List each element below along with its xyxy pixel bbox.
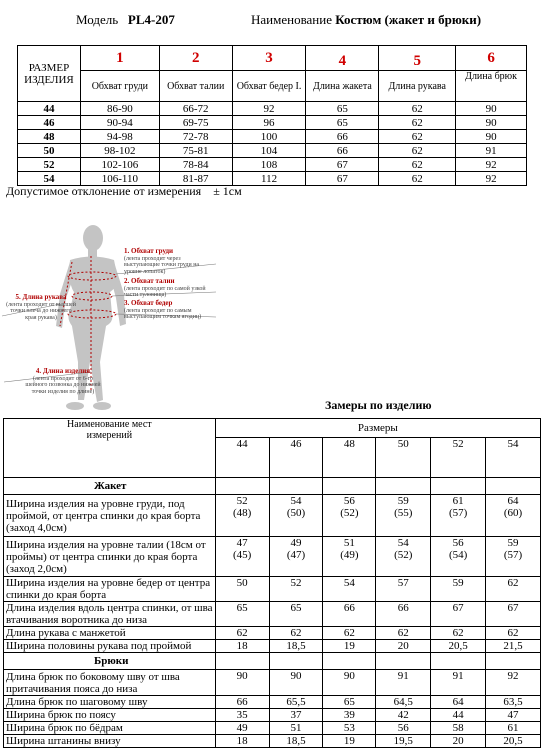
size-row (18, 102, 527, 116)
measure-value: 21,5 (486, 640, 541, 653)
size-cell: 50 (18, 144, 81, 158)
section-title: Брюки (4, 653, 216, 670)
measure-name: Ширина изделия на уровне талии (18см от проймы) от центра спинки до края борта (заход 2,0см) (4, 537, 216, 577)
measure-value: 90 (215, 670, 269, 696)
col-num: 3 (232, 46, 306, 71)
measure-value: 91 (376, 670, 431, 696)
empty-cell (323, 478, 376, 495)
measure-value: 54 (50) (269, 495, 323, 537)
measure-value: 62 (376, 627, 431, 640)
measure-value: 56 (52) (323, 495, 376, 537)
size-value: 92 (232, 102, 306, 116)
measure-value: 92 (486, 670, 541, 696)
size-value: 92 (456, 172, 527, 186)
measure-value: 66 (376, 602, 431, 627)
size-value: 90-94 (80, 116, 159, 130)
size-value: 94-98 (80, 130, 159, 144)
measure-row (4, 537, 541, 577)
empty-cell (431, 653, 486, 670)
measure-value: 91 (431, 670, 486, 696)
tolerance-text: Допустимое отклонение от измерения (6, 184, 202, 198)
measure-value: 59 (431, 577, 486, 602)
col-label: Обхват бедер I. (232, 71, 306, 102)
size-value: 62 (379, 144, 456, 158)
measure-value: 62 (215, 627, 269, 640)
col-label: Длина жакета (306, 71, 379, 102)
body-measurement-figure (0, 222, 230, 422)
measure-value: 52 (269, 577, 323, 602)
size-value: 90 (456, 102, 527, 116)
size-header: РАЗМЕР ИЗДЕЛИЯ (18, 46, 81, 102)
size-row (18, 144, 527, 158)
measure-value: 19 (323, 640, 376, 653)
size-cell: 54 (18, 172, 81, 186)
size-cell: 52 (18, 158, 81, 172)
measure-value: 51 (269, 722, 323, 735)
measure-value: 19 (323, 735, 376, 748)
col-label: Обхват талии (159, 71, 232, 102)
measure-row (4, 627, 541, 640)
size-value: 90 (456, 116, 527, 130)
size-col-header: 54 (486, 438, 541, 478)
measure-value: 44 (431, 709, 486, 722)
measure-name: Ширина штанины внизу (4, 735, 216, 748)
empty-cell (431, 478, 486, 495)
measure-value: 18,5 (269, 735, 323, 748)
measure-value: 47 (486, 709, 541, 722)
measure-value: 62 (431, 627, 486, 640)
callout-title: 4. Длина изделия (35, 367, 91, 375)
name-value: Костюм (жакет и брюки) (335, 12, 482, 27)
size-value: 65 (306, 116, 379, 130)
size-cell: 48 (18, 130, 81, 144)
size-col-header: 50 (376, 438, 431, 478)
measure-value: 66 (323, 602, 376, 627)
measure-row (4, 709, 541, 722)
size-value: 69-75 (159, 116, 232, 130)
callout-note: (лента проходит от 6-го шейного позвонка до нижней точки изделия по длине) (25, 375, 101, 395)
size-value: 65 (306, 102, 379, 116)
col-num: 2 (159, 46, 232, 71)
measure-value: 51 (49) (323, 537, 376, 577)
product-name-line (251, 12, 481, 28)
size-value: 67 (306, 172, 379, 186)
measure-value: 62 (486, 577, 541, 602)
measure-value: 67 (431, 602, 486, 627)
size-value: 62 (379, 116, 456, 130)
empty-cell (323, 653, 376, 670)
measure-value: 20,5 (486, 735, 541, 748)
measure-value: 62 (486, 627, 541, 640)
callout-sleeve (4, 294, 78, 321)
callout-length (24, 368, 102, 395)
size-value: 108 (232, 158, 306, 172)
size-value: 96 (232, 116, 306, 130)
callout-note: (лента проходит через выступающие точки груди на уровне лопаток) (124, 255, 200, 275)
size-value: 106-110 (80, 172, 159, 186)
size-value: 90 (456, 130, 527, 144)
measure-value: 65 (215, 602, 269, 627)
measure-name: Ширина половины рукава под проймой (4, 640, 216, 653)
section-title: Жакет (4, 478, 216, 495)
measure-value: 57 (376, 577, 431, 602)
measure-value: 47 (45) (215, 537, 269, 577)
measure-name: Ширина брюк по бёдрам (4, 722, 216, 735)
size-value: 67 (306, 158, 379, 172)
size-value: 62 (379, 102, 456, 116)
measure-value: 90 (269, 670, 323, 696)
measure-value: 90 (323, 670, 376, 696)
empty-cell (215, 653, 269, 670)
garment-measure-table (3, 418, 541, 748)
empty-cell (486, 653, 541, 670)
size-value: 78-84 (159, 158, 232, 172)
size-value: 66-72 (159, 102, 232, 116)
callout-title: 2. Обхват талии (124, 277, 175, 285)
measure-row (4, 670, 541, 696)
empty-cell (269, 653, 323, 670)
size-col-header: 46 (269, 438, 323, 478)
model-label: Модель (76, 12, 119, 27)
sizes-header: Размеры (215, 419, 540, 438)
size-cell: 46 (18, 116, 81, 130)
size-value: 66 (306, 130, 379, 144)
size-row (18, 158, 527, 172)
measure-value: 42 (376, 709, 431, 722)
measure-value: 20,5 (431, 640, 486, 653)
size-value: 102-106 (80, 158, 159, 172)
tolerance-value: ± 1см (213, 184, 242, 198)
measure-name: Длина рукава с манжетой (4, 627, 216, 640)
empty-cell (269, 478, 323, 495)
measure-value: 39 (323, 709, 376, 722)
measure-row (4, 495, 541, 537)
measure-value: 65 (323, 696, 376, 709)
size-value: 62 (379, 172, 456, 186)
col-num: 4 (306, 46, 379, 71)
measure-title: Замеры по изделию (325, 398, 432, 412)
col-num: 5 (379, 46, 456, 71)
measure-value: 19,5 (376, 735, 431, 748)
measure-value: 53 (323, 722, 376, 735)
tolerance-line (6, 184, 242, 199)
callout-chest (124, 248, 216, 275)
measure-row (4, 696, 541, 709)
size-col-header: 44 (215, 438, 269, 478)
col-num: 6 (456, 46, 527, 71)
measure-value: 18,5 (269, 640, 323, 653)
col-header-text: Наименование мест измерений (67, 419, 152, 441)
callout-hips (124, 300, 216, 321)
size-value: 72-78 (159, 130, 232, 144)
measure-row (4, 722, 541, 735)
size-value: 66 (306, 144, 379, 158)
measure-value: 66 (215, 696, 269, 709)
size-value: 62 (379, 130, 456, 144)
callout-title: 1. Обхват груди (124, 247, 174, 255)
size-value: 86-90 (80, 102, 159, 116)
measure-value: 58 (431, 722, 486, 735)
size-col-header: 48 (323, 438, 376, 478)
col-num: 1 (80, 46, 159, 71)
size-value: 75-81 (159, 144, 232, 158)
empty-cell (215, 478, 269, 495)
callout-title: 5. Длина рукава (15, 293, 67, 301)
measure-value: 54 (52) (376, 537, 431, 577)
measure-value: 65,5 (269, 696, 323, 709)
callout-waist (124, 278, 216, 299)
size-value: 81-87 (159, 172, 232, 186)
size-value: 104 (232, 144, 306, 158)
measure-value: 56 (54) (431, 537, 486, 577)
size-row (18, 130, 527, 144)
measure-value: 62 (269, 627, 323, 640)
size-value: 92 (456, 158, 527, 172)
measure-value: 49 (47) (269, 537, 323, 577)
measure-value: 62 (323, 627, 376, 640)
measure-name: Длина изделия вдоль центра спинки, от шва втачивания воротника до низа (4, 602, 216, 627)
measure-row (4, 577, 541, 602)
measure-value: 61 (486, 722, 541, 735)
measure-value: 20 (431, 735, 486, 748)
measure-value: 64 (431, 696, 486, 709)
name-label: Наименование (251, 12, 332, 27)
col-label: Длина рукава (379, 71, 456, 102)
size-table (17, 45, 527, 186)
empty-cell (376, 653, 431, 670)
measure-value: 54 (323, 577, 376, 602)
measure-value: 18 (215, 735, 269, 748)
measure-name: Длина брюк по шаговому шву (4, 696, 216, 709)
measure-value: 65 (269, 602, 323, 627)
measure-value: 37 (269, 709, 323, 722)
col-label: Обхват груди (80, 71, 159, 102)
size-value: 91 (456, 144, 527, 158)
measure-row (4, 640, 541, 653)
measure-value: 64,5 (376, 696, 431, 709)
measure-value: 20 (376, 640, 431, 653)
model-value: PL4-207 (127, 12, 175, 27)
measure-value: 56 (376, 722, 431, 735)
model-line (76, 12, 175, 28)
section-row (4, 478, 541, 495)
measure-name: Длина брюк по боковому шву от шва притачивания пояса до низа (4, 670, 216, 696)
measure-value: 67 (486, 602, 541, 627)
measure-value: 35 (215, 709, 269, 722)
measure-value: 18 (215, 640, 269, 653)
size-value: 98-102 (80, 144, 159, 158)
measure-row (4, 735, 541, 748)
measure-value: 52 (48) (215, 495, 269, 537)
callout-title: 3. Обхват бедер (124, 299, 173, 307)
size-cell: 44 (18, 102, 81, 116)
col-header (4, 419, 216, 478)
measure-name: Ширина брюк по поясу (4, 709, 216, 722)
section-row (4, 653, 541, 670)
size-value: 100 (232, 130, 306, 144)
measure-value: 63,5 (486, 696, 541, 709)
size-value: 62 (379, 158, 456, 172)
measure-name: Ширина изделия на уровне бедер от центра спинки до края борта (4, 577, 216, 602)
callout-note: (лента проходит от высшей точки плеча до нижнего края рукава) (6, 301, 76, 321)
measure-value: 49 (215, 722, 269, 735)
size-row (18, 116, 527, 130)
measure-value: 50 (215, 577, 269, 602)
callout-note: (лента проходит по самым выступающим точкам ягодиц) (124, 307, 202, 320)
empty-cell (376, 478, 431, 495)
measure-name: Ширина изделия на уровне груди, под проймой, от центра спинки до края борта (заход 4,0см) (4, 495, 216, 537)
measure-value: 61 (57) (431, 495, 486, 537)
size-col-header: 52 (431, 438, 486, 478)
measure-row (4, 602, 541, 627)
empty-cell (486, 478, 541, 495)
measure-value: 64 (60) (486, 495, 541, 537)
callout-note: (лента проходит по самой узкой части туловища) (124, 285, 206, 298)
col-label: Длина брюк (456, 71, 527, 102)
measure-value: 59 (57) (486, 537, 541, 577)
measure-value: 59 (55) (376, 495, 431, 537)
size-value: 112 (232, 172, 306, 186)
